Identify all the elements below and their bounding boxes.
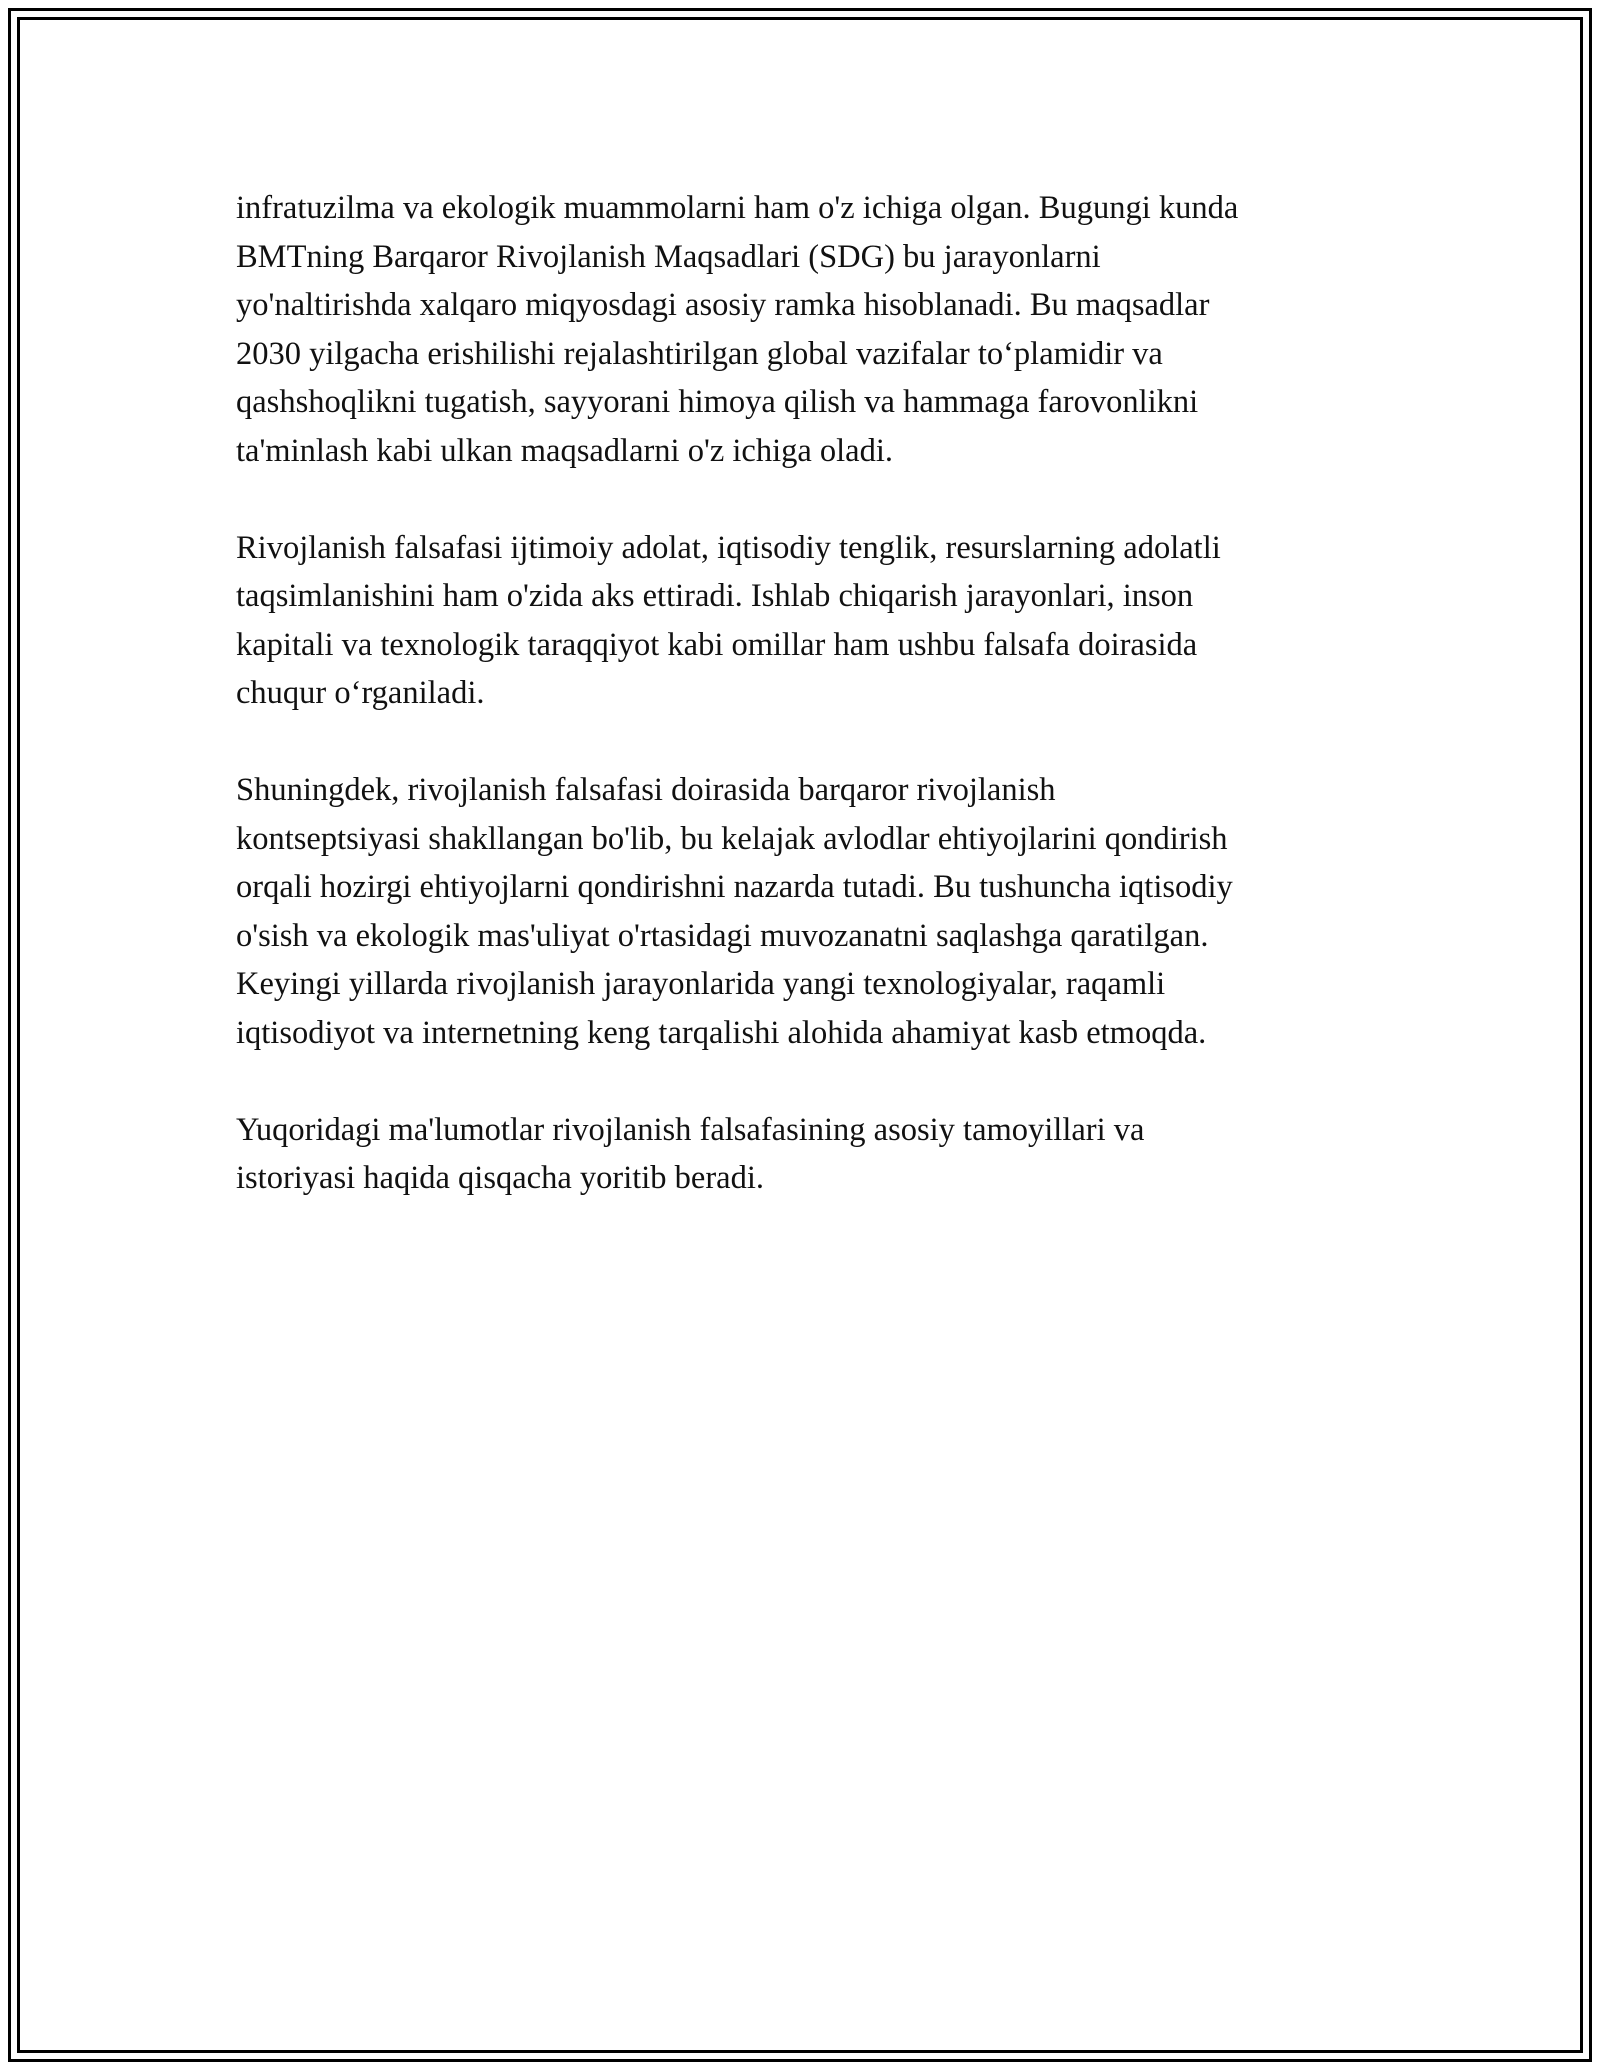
paragraph-3: Shuningdek, rivojlanish falsafasi doirasida barqaror rivojlanish kontseptsiyasi shakllangan bo'lib, bu kelajak avlodlar ehtiyojlarini qondirish orqali hozirgi ehtiyojlarni qondirishni nazarda tutadi. Bu tushuncha iqtisodiy o'sish va ekologik mas'uliyat o'rtasidagi muvozanatni saqlashga qaratilgan. Keyingi yillarda rivojlanish jarayonlarida yangi texnologiyalar, raqamli iqtisodiyot va internetning keng tarqalishi alohida ahamiyat kasb etmoqda. xyxy=(236,772,1233,1051)
paragraph-2: Rivojlanish falsafasi ijtimoiy adolat, iqtisodiy tenglik, resurslarning adolatli taqsimlanishini ham o'zida aks ettiradi. Ishlab chiqarish jarayonlari, inson kapitali va texnologik taraqqiyot kabi omillar ham ushbu falsafa doirasida chuqur o‘rganiladi. xyxy=(236,529,1221,711)
document-body xyxy=(236,184,1376,1251)
paragraph-4: Yuqoridagi ma'lumotlar rivojlanish falsafasining asosiy tamoyillari va istoriyasi haqida qisqacha yoritib beradi. xyxy=(236,1111,1145,1196)
paragraph-1: infratuzilma va ekologik muammolarni ham o'z ichiga olgan. Bugungi kunda BMTning Barqaror Rivojlanish Maqsadlari (SDG) bu jarayonlarni yo'naltirishda xalqaro miqyosdagi asosiy ramka hisoblanadi. Bu maqsadlar 2030 yilgacha erishilishi rejalashtirilgan global vazifalar to‘plamidir va qashshoqlikni tugatish, sayyorani himoya qilish va hammaga farovonlikni ta'minlash kabi ulkan maqsadlarni o'z ichiga oladi. xyxy=(236,190,1239,469)
